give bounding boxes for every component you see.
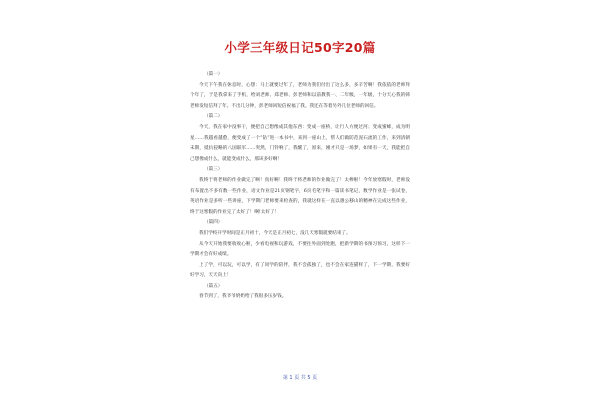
section-3 (190, 165, 410, 218)
section-5 (190, 282, 410, 303)
section-heading: （篇二） (204, 114, 223, 120)
section-heading: （篇五） (204, 283, 223, 289)
section-1 (190, 70, 410, 112)
paragraph: 我终于将老师的作业做完了啊！真好啊！我终于将老师的作业做完了！太棒啦！今年放寒假时，老师没有布置出不多有数一些作业，语文作业是21页钢笔字，6页毛笔字和一篇读书笔记，数学作业是一张试卷，英语作业是多听一些讲座，下学期门老师要来检查的，我就这样在一直以愚公移山的精神在完成这些作业，终于这寒假的作业完了太好了！啊!太好了！ (190, 177, 410, 215)
paragraph: 我们学校开学时间是正月初十，今天是正月初七，没几天寒假就要结束了。 (199, 230, 351, 236)
paragraph: 上了学，可以玩，可以学，有了同学的陪伴，我不会孤独了，也不会在家连猫样了，下一学期，我要好好学习，天天向上！ (190, 262, 410, 279)
section-heading: （篇四） (204, 220, 223, 226)
paragraph: 今天，我在家中没事干，便把自己想像成其他东西：变成一座桥，让行人方便过河；变成蜜蜂，成为明星……我越看越愈，便变成了一个“钻”进一本书中，来到一座山上，帮人们做防范泥石流的工作，来到清朝末期，抵抗侵略的八国联军……突然，门铃响了，我醒了，原来，刚才只是一场梦，如果有一天，我能把自己想像成什么，就能变成什么，那该多好啊！ (190, 124, 410, 162)
paragraph: 从今天开始我要收收心啦，少看电视和玩游戏，不要往外面到处跑，把新学期的书预习预习，这样下一学期才会有好成绩。 (190, 241, 410, 258)
page-footer: 第 1 页 共 5 页 (282, 375, 318, 381)
section-heading: （篇三） (204, 167, 223, 173)
section-heading: （篇一） (204, 72, 223, 77)
paragraph: 今天下午我在休息时，心想：马上就要过年了，老师为我们付出了这么多，多辛苦啊！我依依的老师拜个年了，于是我拿来了手机，给刘老师、郑老师、彭老师和以前教我一、二年级，一年级，十分天心我的韩老师发短信拜了年。不出几分钟，彭老师回短信祝福了我。我还在等着另外几位老师的回信。 (190, 82, 410, 109)
section-2 (190, 112, 410, 165)
paragraph: 春节到了，我爷爷奶奶给了我很多压岁钱。 (199, 294, 287, 300)
section-4 (190, 218, 410, 282)
page-title: 小学三年级日记50字20篇 (224, 40, 376, 55)
document-body (190, 70, 410, 303)
